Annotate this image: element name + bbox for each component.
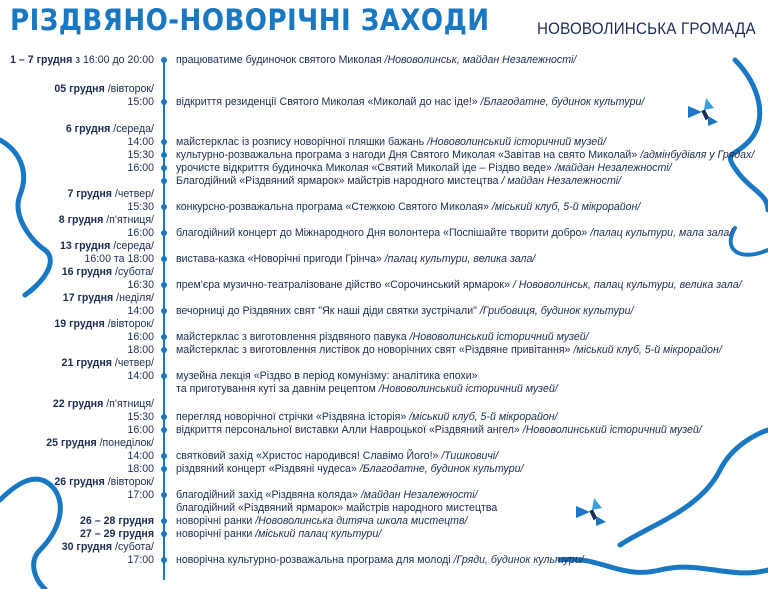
schedule-row (0, 462, 768, 476)
event-title: майстерклас з виготовлення різдвяного павука (176, 331, 410, 343)
event-title: новорічні ранки (176, 528, 256, 540)
row-weekday-or-time: 14:00 (127, 136, 154, 148)
schedule-row (0, 475, 768, 489)
schedule-row (0, 343, 768, 357)
event-title: майстерклас із розпису новорічної пляшки бажань (176, 136, 428, 148)
row-date-time (66, 122, 154, 136)
schedule-row (0, 527, 768, 541)
schedule-row (0, 317, 768, 331)
row-date: 30 грудня (61, 541, 113, 553)
event-place: /міський клуб, 5-й мікрорайон/ (573, 344, 722, 356)
page-title: РІЗДВЯНО-НОВОРІЧНІ ЗАХОДИ (10, 3, 490, 37)
schedule-row (0, 239, 768, 253)
timeline-dot (161, 99, 167, 105)
timeline-dot (161, 152, 167, 158)
timeline-dot (161, 139, 167, 145)
schedule-row (0, 148, 768, 162)
row-weekday-or-time: /четвер/ (111, 188, 154, 200)
row-date-time (80, 514, 154, 528)
row-date-time (127, 148, 154, 162)
event-title: культурно-розважальна програма з нагоди Дня Святого Миколая «Завітав на свято Миколай» (176, 149, 641, 161)
schedule-row (0, 410, 768, 424)
row-date-time (127, 330, 154, 344)
event-place: /майдан Незалежності/ (554, 162, 672, 174)
row-date-time (127, 462, 154, 476)
row-date-time (127, 200, 154, 214)
row-date-time (84, 252, 154, 266)
row-date-time (54, 317, 154, 331)
timeline-dot (161, 414, 167, 420)
row-event (176, 53, 576, 67)
row-weekday-or-time: з 16:00 до 20:00 (72, 54, 154, 66)
schedule-row (0, 122, 768, 136)
row-date-time (127, 278, 154, 292)
event-title: новорічні ранки (176, 515, 256, 527)
row-weekday-or-time: 16:00 (127, 227, 154, 239)
schedule-row (0, 226, 768, 240)
event-title: урочисте відкриття будиночка Миколая «Святий Миколай іде – Різдво веде» (176, 162, 555, 174)
timeline-dot (161, 230, 167, 236)
row-date-time (127, 304, 154, 318)
row-date-time (46, 436, 154, 450)
row-event (176, 252, 535, 266)
row-weekday-or-time: 15:30 (127, 149, 154, 161)
row-event (176, 161, 672, 175)
row-weekday-or-time: /субота/ (112, 266, 154, 278)
schedule-row (0, 449, 768, 463)
timeline-dot (161, 531, 167, 537)
row-weekday-or-time: 15:00 (127, 96, 154, 108)
row-date-time (127, 95, 154, 109)
row-date-time (10, 53, 154, 67)
schedule-row (0, 488, 768, 502)
event-place: /Благодатне, будинок культури/ (359, 463, 524, 475)
event-place: /Нововолинськ, майдан Незалежності/ (384, 54, 577, 66)
row-event (176, 488, 478, 502)
row-date-time (59, 213, 154, 227)
row-date: 6 грудня (65, 123, 111, 135)
schedule-row (0, 382, 768, 396)
row-event (176, 200, 640, 214)
timeline-dot (161, 453, 167, 459)
event-title: різдвяний концерт «Різдвяні чудеса» (176, 463, 360, 475)
event-place: / Нововолинськ, палац культури, велика зала/ (512, 279, 742, 291)
row-date-time (53, 397, 154, 411)
row-event (176, 278, 742, 292)
row-event (176, 343, 722, 357)
event-place: /Гряди, будинок культури/ (453, 554, 584, 566)
row-date: 26 – 28 грудня (80, 515, 154, 527)
row-weekday-or-time: /п'ятниця/ (103, 398, 154, 410)
event-title: майстерклас з виготовлення листівок до новорічних свят «Різдвяне привітання» (176, 344, 574, 356)
row-event (176, 330, 589, 344)
event-title: новорічна культурно-розважальна програма для молоді (176, 554, 454, 566)
timeline-dot (161, 282, 167, 288)
timeline-dot (161, 557, 167, 563)
row-date-time (62, 540, 154, 554)
row-weekday-or-time: /четвер/ (111, 357, 154, 369)
event-place: /палац культури, мала зала/ (590, 227, 733, 239)
row-event (176, 148, 754, 162)
row-event (176, 382, 558, 396)
schedule-row (0, 174, 768, 188)
event-title: Благодійний «Різдвяний ярмарок» майстрів народного мистецтва (176, 175, 502, 187)
schedule-row (0, 436, 768, 450)
event-title: святковий захід «Христос народився! Славімо Його!» (176, 450, 442, 462)
schedule-row (0, 540, 768, 554)
row-event (176, 410, 558, 424)
timeline-dot (161, 165, 167, 171)
row-event (176, 514, 467, 528)
event-title: вистава-казка «Новорічні пригоди Грінча» (176, 253, 385, 265)
row-weekday-or-time: 17:00 (127, 489, 154, 501)
event-place: /міський клуб, 5-й мікрорайон/ (409, 411, 558, 423)
row-weekday-or-time: /вівторок/ (104, 476, 154, 488)
row-event (176, 501, 497, 515)
row-event (176, 553, 584, 567)
row-date-time (127, 369, 154, 383)
event-place: /міський клуб, 5-й мікрорайон/ (491, 201, 641, 213)
schedule-row (0, 369, 768, 383)
row-date: 19 грудня (54, 318, 105, 330)
row-event (176, 449, 498, 463)
schedule-row (0, 82, 768, 96)
timeline-dot (161, 518, 167, 524)
event-place: /Нововолинський історичний музей/ (409, 331, 589, 343)
row-date-time (63, 291, 154, 305)
schedule-row (0, 330, 768, 344)
schedule-row (0, 200, 768, 214)
row-weekday-or-time: 16:30 (127, 279, 154, 291)
timeline-dot (161, 204, 167, 210)
row-weekday-or-time: /п'ятниця/ (103, 214, 154, 226)
event-title: та приготування куті за давнім рецептом (176, 383, 379, 395)
event-place: /Нововолинський історичний музей/ (378, 383, 558, 395)
row-weekday-or-time: 16:00 (127, 331, 154, 343)
schedule-row (0, 187, 768, 201)
row-weekday-or-time: 18:00 (127, 344, 154, 356)
schedule-row (0, 397, 768, 411)
schedule-row (0, 252, 768, 266)
row-date-time (60, 239, 154, 253)
event-title: благодійний концерт до Міжнародного Дня волонтера «Поспішайте творити добро» (176, 227, 591, 239)
row-date-time (127, 226, 154, 240)
row-weekday-or-time: 17:00 (127, 554, 154, 566)
row-date-time (127, 410, 154, 424)
event-place: /міський палац культури/ (255, 528, 382, 540)
schedule-row (0, 501, 768, 515)
row-weekday-or-time: 16:00 (127, 424, 154, 436)
row-weekday-or-time: 15:30 (127, 411, 154, 423)
timeline-dot (161, 178, 167, 184)
schedule-row (0, 423, 768, 437)
event-title: благодійний «Різдвяний ярмарок» майстрів народного мистецтва (176, 502, 498, 514)
row-weekday-or-time: /вівторок/ (104, 318, 154, 330)
row-weekday-or-time: /середа/ (110, 240, 154, 252)
row-weekday-or-time: /понеділок/ (96, 437, 154, 449)
event-title: конкурсно-розважальна програма «Стежкою Святого Миколая» (176, 201, 492, 213)
schedule-row (0, 553, 768, 567)
schedule-row (0, 95, 768, 109)
event-place: /Нововолинський історичний музей/ (427, 136, 607, 148)
event-title: вечорниці до Різдвяних свят "Як наші діди святки зустрічали" (176, 305, 480, 317)
row-date: 13 грудня (59, 240, 111, 252)
event-place: /Нововолинська дитяча школа мистецтв/ (255, 515, 468, 527)
row-weekday-or-time: 18:00 (127, 463, 154, 475)
timeline-dot (161, 256, 167, 262)
row-date-time (54, 82, 154, 96)
row-date-time (127, 135, 154, 149)
schedule-row (0, 291, 768, 305)
schedule-row (0, 53, 768, 67)
row-date-time (67, 187, 154, 201)
event-place: /Тишковичі/ (441, 450, 499, 462)
row-weekday-or-time: /субота/ (112, 541, 154, 553)
row-weekday-or-time: 15:30 (127, 201, 154, 213)
timeline-dot (161, 492, 167, 498)
row-date: 26 грудня (54, 476, 105, 488)
timeline-dot (161, 57, 167, 63)
row-weekday-or-time: 16:00 та 18:00 (84, 253, 154, 265)
row-event (176, 423, 702, 437)
row-weekday-or-time: 14:00 (127, 305, 154, 317)
row-date-time (62, 356, 154, 370)
timeline-dot (161, 334, 167, 340)
schedule-row (0, 304, 768, 318)
row-date: 21 грудня (61, 357, 112, 369)
row-date: 8 грудня (58, 214, 104, 226)
schedule-row (0, 265, 768, 279)
row-weekday-or-time: /неділя/ (113, 292, 154, 304)
event-place: /Грибовиця, будинок культури/ (479, 305, 634, 317)
row-date: 27 – 29 грудня (80, 528, 154, 540)
row-event (176, 174, 621, 188)
row-weekday-or-time: 14:00 (127, 450, 154, 462)
schedule-row (0, 514, 768, 528)
row-date: 25 грудня (46, 437, 97, 449)
row-date: 17 грудня (62, 292, 114, 304)
page-subtitle: НОВОВОЛИНСЬКА ГРОМАДА (537, 20, 756, 38)
row-weekday-or-time: 14:00 (127, 370, 154, 382)
timeline-dot (161, 466, 167, 472)
row-date-time (127, 449, 154, 463)
event-title: відкриття резиденції Святого Миколая «Миколай до нас іде!» (176, 96, 481, 108)
timeline-dot (161, 427, 167, 433)
row-date-time (127, 343, 154, 357)
row-event (176, 527, 381, 541)
schedule-row (0, 161, 768, 175)
event-place: /адмінбудівля у Грядах/ (640, 149, 755, 161)
event-place: /Нововолинський історичний музей/ (522, 424, 702, 436)
event-place: /палац культури, велика зала/ (384, 253, 536, 265)
event-title: музейна лекція «Різдво в період комунізму: аналітика епохи» (176, 370, 478, 382)
row-event (176, 226, 732, 240)
row-weekday-or-time: 16:00 (127, 162, 154, 174)
row-weekday-or-time: /вівторок/ (104, 83, 154, 95)
row-event (176, 95, 644, 109)
row-event (176, 135, 606, 149)
row-date-time (54, 475, 154, 489)
event-place: / майдан Незалежності/ (501, 175, 622, 187)
row-date: 7 грудня (67, 188, 112, 200)
schedule-row (0, 135, 768, 149)
row-date: 1 – 7 грудня (10, 54, 73, 66)
schedule-row (0, 278, 768, 292)
event-title: благодійний захід «Різдвяна коляда» (176, 489, 361, 501)
row-date-time (80, 527, 154, 541)
row-event (176, 369, 478, 383)
row-date: 22 грудня (52, 398, 104, 410)
timeline-dot (161, 347, 167, 353)
row-date-time (127, 488, 154, 502)
row-weekday-or-time: /середа/ (110, 123, 154, 135)
event-place: /майдан Незалежності/ (360, 489, 478, 501)
row-date-time (62, 265, 154, 279)
schedule-row (0, 356, 768, 370)
row-date: 05 грудня (54, 83, 105, 95)
timeline-dot (161, 373, 167, 379)
event-place: /Благодатне, будинок культури/ (480, 96, 645, 108)
event-title: відкриття персональної виставки Алли Навроцької «Різдвяний ангел» (176, 424, 523, 436)
row-event (176, 304, 634, 318)
row-date-time (127, 553, 154, 567)
event-title: перегляд новорічної стрічки «Різдвяна історія» (176, 411, 410, 423)
row-date-time (127, 423, 154, 437)
row-date-time (127, 161, 154, 175)
schedule-row (0, 213, 768, 227)
row-date: 16 грудня (61, 266, 113, 278)
row-event (176, 462, 523, 476)
timeline-dot (161, 308, 167, 314)
event-title: прем'єра музично-театралізоване дійство «Сорочинський ярмарок» (176, 279, 513, 291)
event-title: працюватиме будиночок святого Миколая (176, 54, 385, 66)
